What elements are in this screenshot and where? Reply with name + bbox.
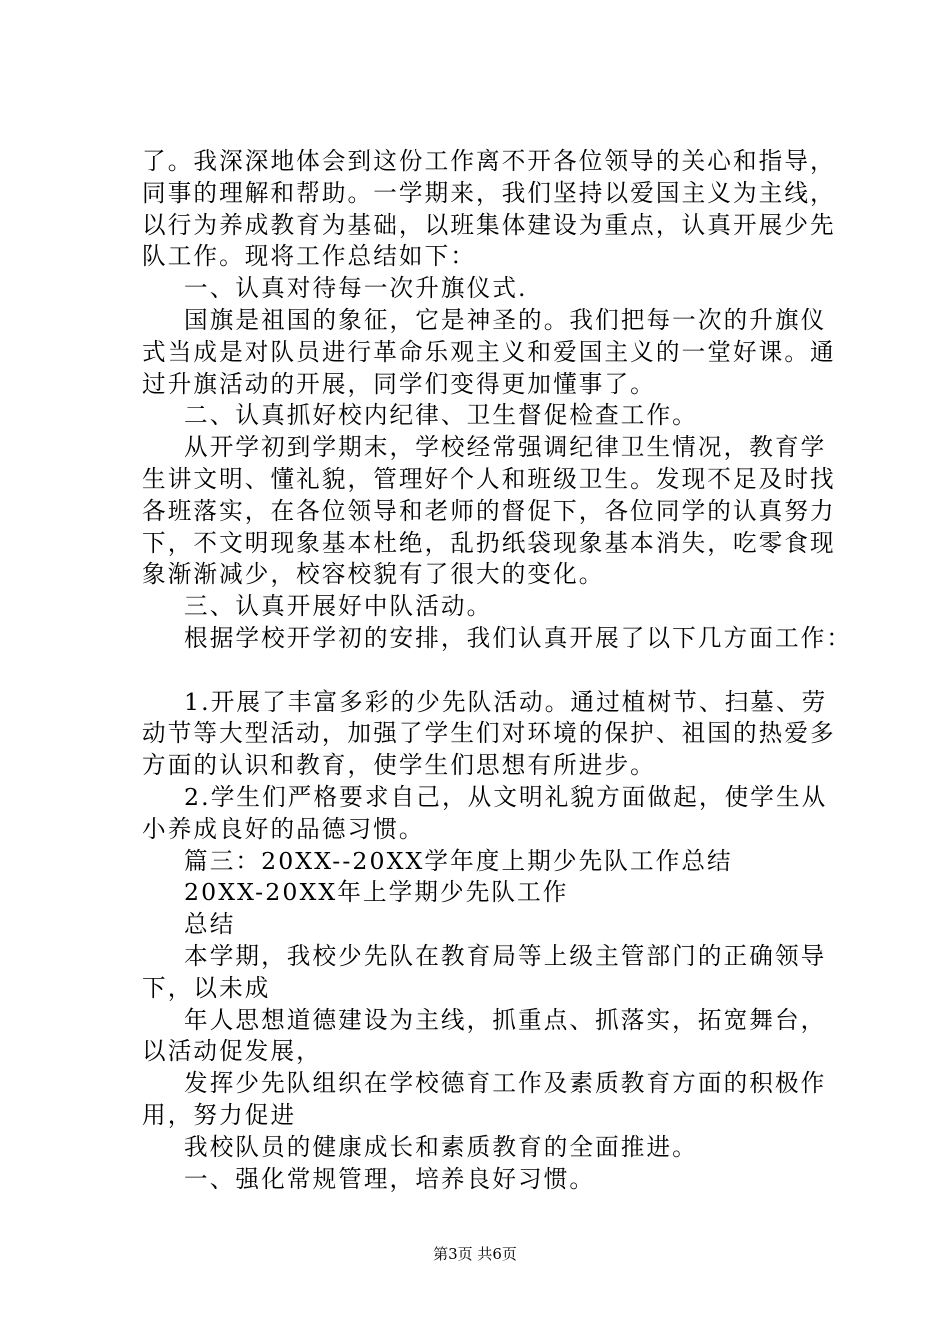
text-line: 本学期，我校少先队在教育局等上级主管部门的正确领导	[184, 941, 827, 970]
text-line: 根据学校开学初的安排，我们认真开展了以下几方面工作：	[184, 623, 853, 652]
text-line: 象渐渐减少，校容校貌有了很大的变化。	[142, 560, 605, 589]
text-line: 方面的认识和教育，使学生们思想有所进步。	[142, 751, 656, 780]
text-line: 从开学初到学期末，学校经常强调纪律卫生情况，教育学	[184, 433, 827, 462]
chapter-title: 篇三：20XX--20XX学年度上期少先队工作总结	[184, 846, 733, 875]
blank-line	[142, 655, 842, 687]
text-line: 同事的理解和帮助。一学期来，我们坚持以爱国主义为主线，	[142, 178, 836, 207]
text-line: 国旗是祖国的象征，它是神圣的。我们把每一次的升旗仪	[184, 305, 827, 334]
text-line: 发挥少先队组织在学校德育工作及素质教育方面的积极作	[184, 1069, 827, 1098]
text-line: 下，不文明现象基本杜绝，乱扔纸袋现象基本消失，吃零食现	[142, 528, 836, 557]
text-line: 队工作。现将工作总结如下：	[142, 242, 477, 271]
list-item: 2.学生们严格要求自己，从文明礼貌方面做起，使学生从	[184, 782, 828, 811]
page-number: 第3页 共6页	[433, 1245, 517, 1263]
text-line: 以活动促发展，	[142, 1037, 322, 1066]
list-item: 1.开展了丰富多彩的少先队活动。通过植树节、扫墓、劳	[184, 687, 828, 716]
text-line: 生讲文明、懂礼貌，管理好个人和班级卫生。发现不足及时找	[142, 464, 836, 493]
text-line: 用，努力促进	[142, 1100, 297, 1129]
text-line: 年人思想道德建设为主线，抓重点、抓落实，拓宽舞台，	[184, 1005, 827, 1034]
subtitle: 总结	[184, 910, 236, 939]
text-line: 以行为养成教育为基础，以班集体建设为重点，认真开展少先	[142, 210, 836, 239]
document-body	[142, 146, 853, 1195]
text-line: 我校队员的健康成长和素质教育的全面推进。	[184, 1132, 698, 1161]
text-line: 下，以未成	[142, 973, 271, 1002]
text-line: 小养成良好的品德习惯。	[142, 814, 425, 843]
text-line: 各班落实，在各位领导和老师的督促下，各位同学的认真努力	[142, 496, 836, 525]
section-heading: 三、认真开展好中队活动。	[184, 592, 493, 621]
text-line: 了。我深深地体会到这份工作离不开各位领导的关心和指导，	[142, 147, 836, 175]
section-heading: 二、认真抓好校内纪律、卫生督促检查工作。	[184, 401, 698, 430]
section-heading: 一、强化常规管理，培养良好习惯。	[184, 1164, 596, 1193]
section-heading: 一、认真对待每一次升旗仪式.	[184, 274, 528, 303]
subtitle: 20XX-20XX年上学期少先队工作	[184, 878, 569, 907]
text-line: 式当成是对队员进行革命乐观主义和爱国主义的一堂好课。通	[142, 337, 836, 366]
text-line: 过升旗活动的开展，同学们变得更加懂事了。	[142, 369, 656, 398]
text-line: 动节等大型活动，加强了学生们对环境的保护、祖国的热爱多	[142, 719, 836, 748]
